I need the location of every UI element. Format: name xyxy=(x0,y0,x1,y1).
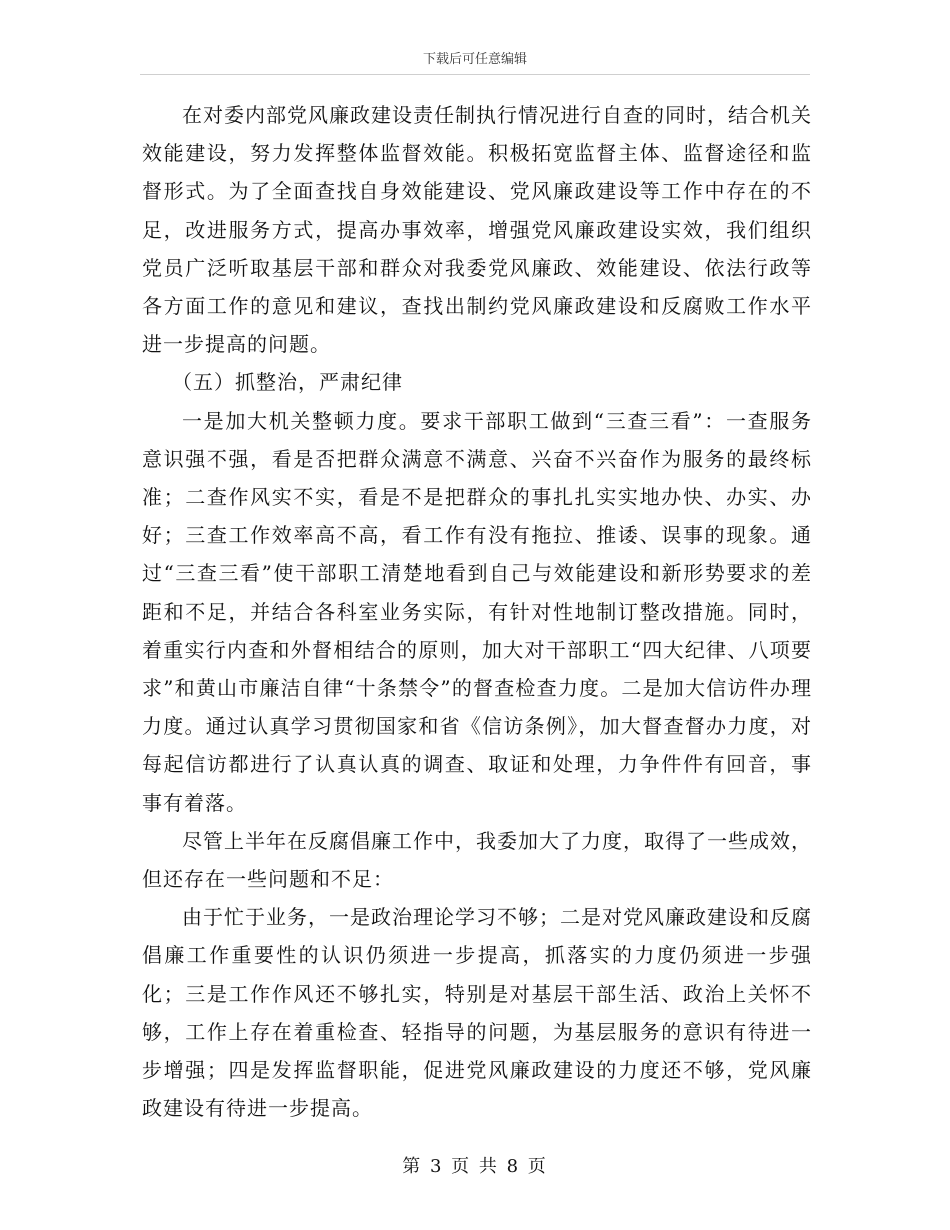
paragraph-4: 由于忙于业务，一是政治理论学习不够；二是对党风廉政建设和反腐倡廉工作重要性的认识仍须进一步提高，抓落实的力度仍须进一步强化；三是工作作风还不够扎实，特别是对基层干部生活、政治上关怀不够，工作上存在着重检查、轻指导的问题，为基层服务的意识有待进一步增强；四是发挥监督职能，促进党风廉政建设的力度还不够，党风廉政建设有待进一步提高。 xyxy=(142,905,812,1121)
page-number: 第 3 页 共 8 页 xyxy=(402,1156,548,1177)
header-divider xyxy=(140,74,810,75)
document-body xyxy=(142,96,812,1127)
paragraph-1: 在对委内部党风廉政建设责任制执行情况进行自查的同时，结合机关效能建设，努力发挥整体监督效能。积极拓宽监督主体、监督途径和监督形式。为了全面查找自身效能建设、党风廉政建设等工作中存在的不足，改进服务方式，提高办事效率，增强党风廉政建设实效，我们组织党员广泛听取基层干部和群众对我委党风廉政、效能建设、依法行政等各方面工作的意见和建议，查找出制约党风廉政建设和反腐败工作水平进一步提高的问题。 xyxy=(142,103,812,357)
paragraph-3: 尽管上半年在反腐倡廉工作中，我委加大了力度，取得了一些成效，但还存在一些问题和不足： xyxy=(142,828,812,892)
page-header: 下载后可任意编辑 xyxy=(422,52,527,67)
section-heading: （五）抓整治，严肃纪律 xyxy=(172,370,403,395)
paragraph-2: 一是加大机关整顿力度。要求干部职工做到“三查三看”：一查服务意识强不强，看是否把群众满意不满意、兴奋不兴奋作为服务的最终标准；二查作风实不实，看是不是把群众的事扎扎实实地办快、办实、办好；三查工作效率高不高，看工作有没有拖拉、推诿、误事的现象。通过“三查三看”使干部职工清楚地看到自己与效能建设和新形势要求的差距和不足，并结合各科室业务实际，有针对性地制订整改措施。同时，着重实行内查和外督相结合的原则，加大对干部职工“四大纪律、八项要求”和黄山市廉洁自律“十条禁令”的督查检查力度。二是加大信访件办理力度。通过认真学习贯彻国家和省《信访条例》，加大督查督办力度，对每起信访都进行了认真认真的调查、取证和处理，力争件件有回音，事事有着落。 xyxy=(142,408,812,815)
